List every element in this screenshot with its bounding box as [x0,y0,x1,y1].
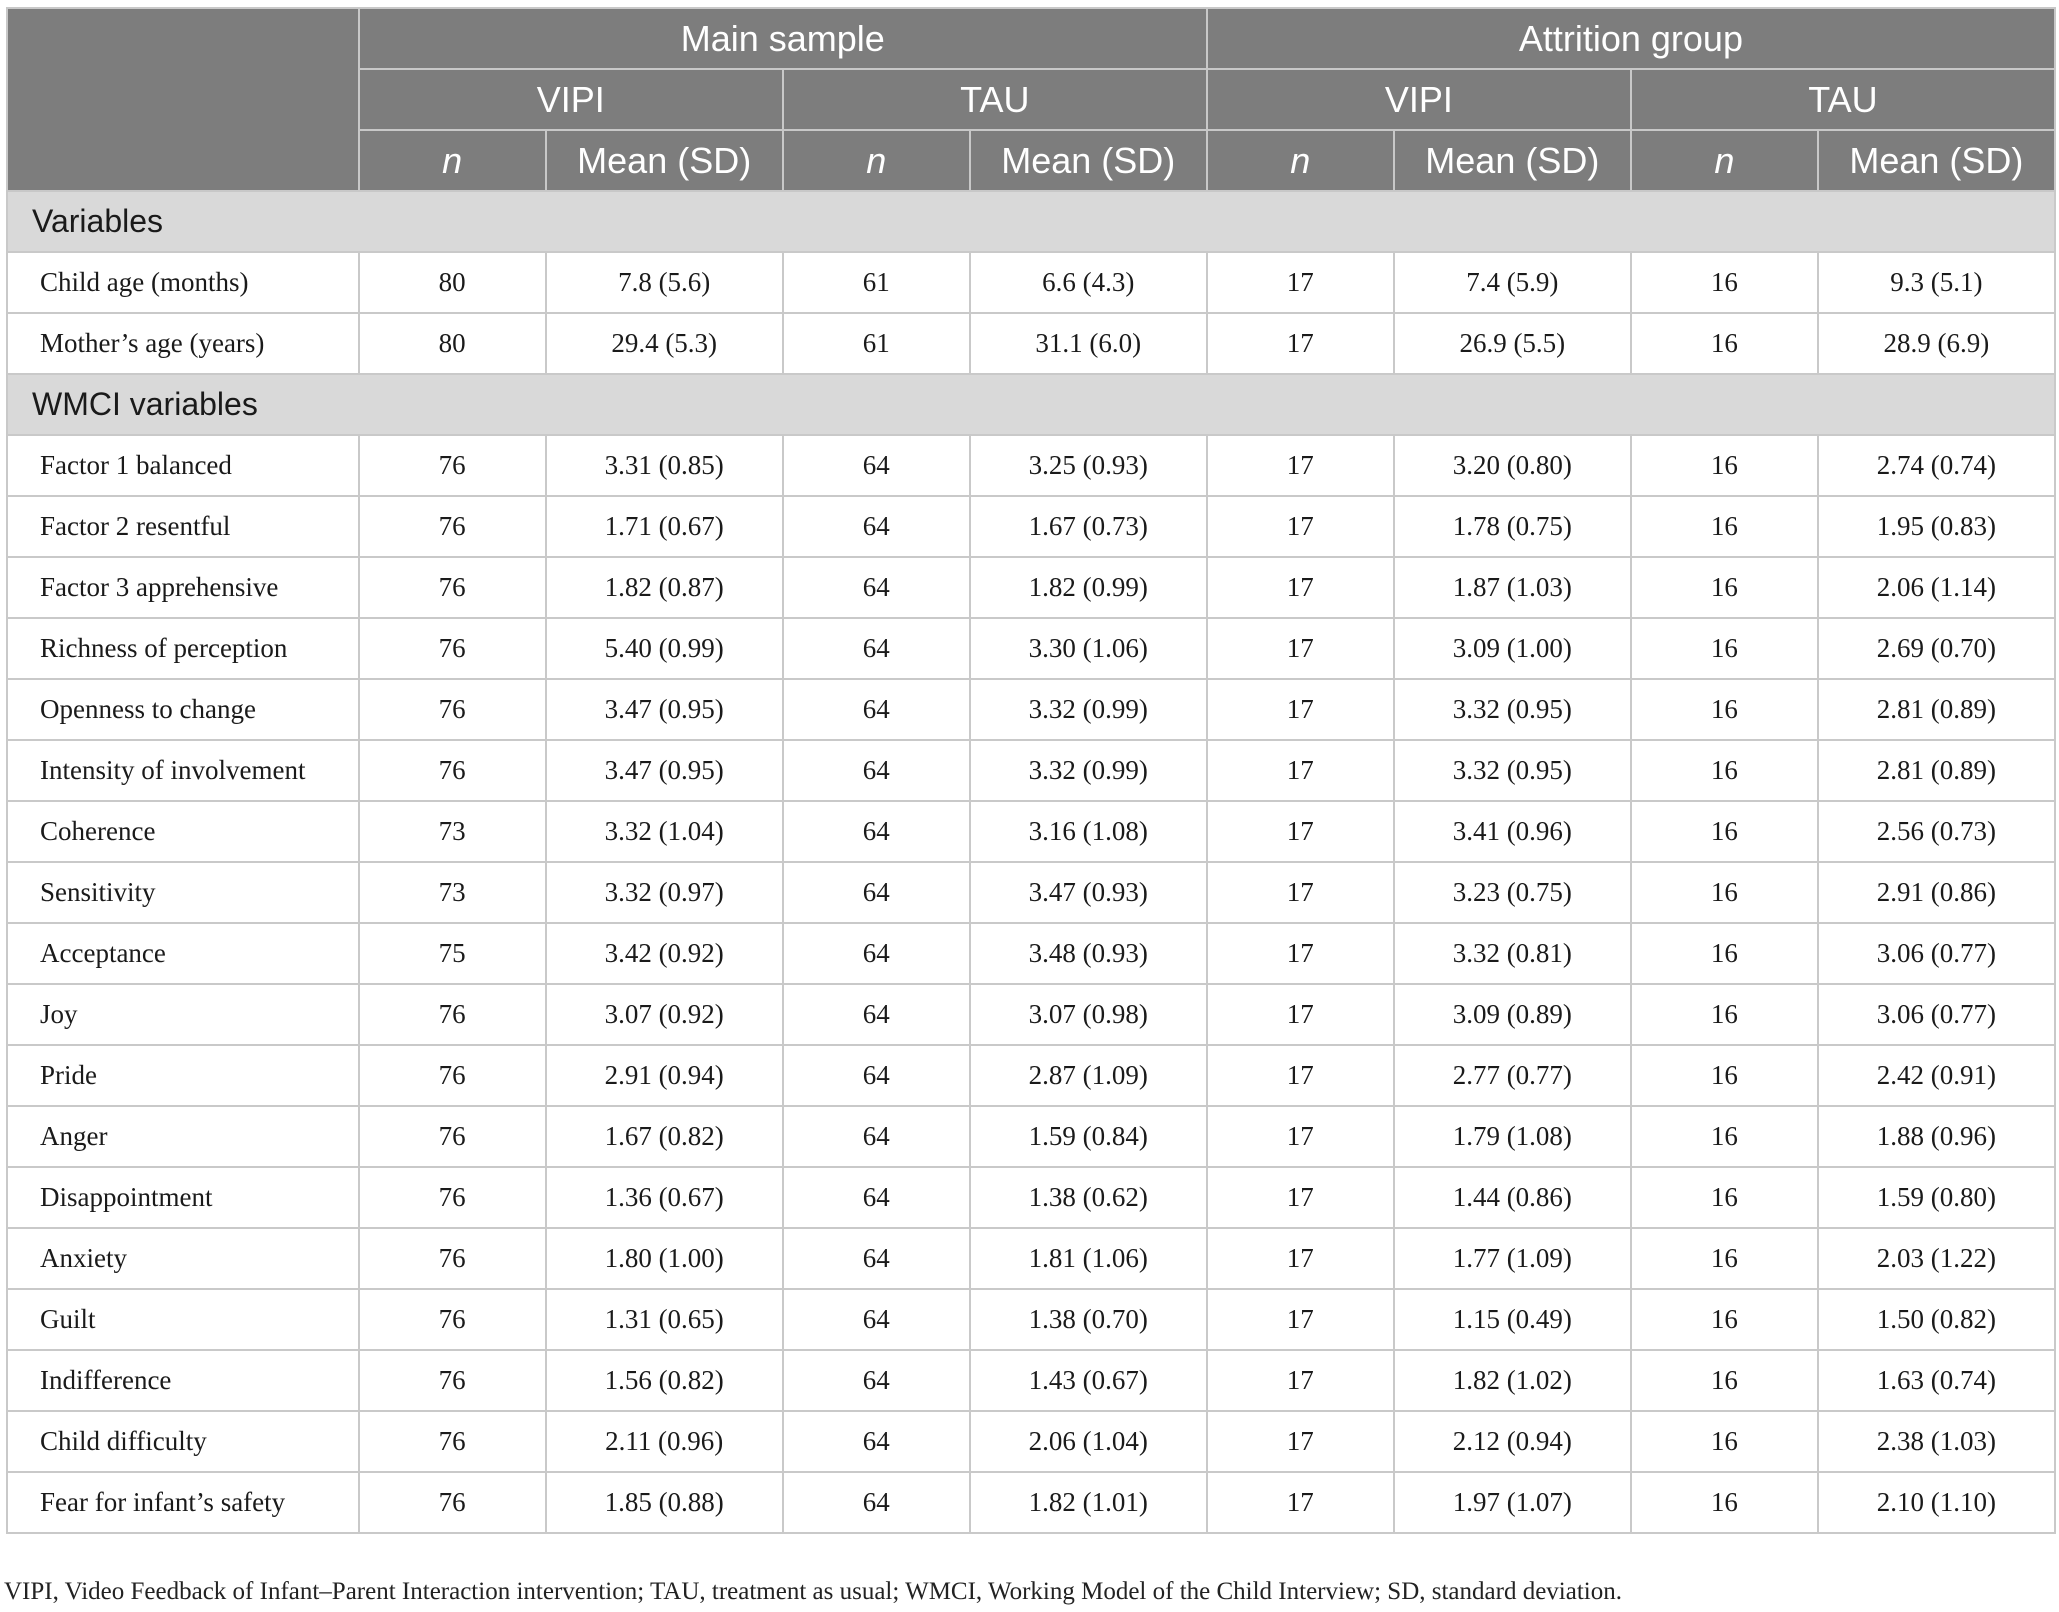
cell-mean-sd: 3.06 (0.77) [1818,984,2055,1045]
cell-mean-sd: 1.38 (0.70) [970,1289,1207,1350]
cell-n: 64 [783,679,970,740]
header-n: n [1631,130,1818,191]
cell-n: 16 [1631,1289,1818,1350]
row-label: Richness of perception [7,618,359,679]
header-main-tau: TAU [783,69,1207,130]
row-label: Guilt [7,1289,359,1350]
cell-n: 17 [1207,1106,1394,1167]
cell-n: 76 [359,1350,546,1411]
cell-n: 64 [783,801,970,862]
cell-n: 16 [1631,496,1818,557]
cell-mean-sd: 3.09 (0.89) [1394,984,1631,1045]
cell-mean-sd: 31.1 (6.0) [970,313,1207,374]
cell-n: 76 [359,435,546,496]
row-label: Child age (months) [7,252,359,313]
cell-n: 76 [359,618,546,679]
cell-n: 64 [783,862,970,923]
row-label: Coherence [7,801,359,862]
row-label: Factor 2 resentful [7,496,359,557]
cell-n: 17 [1207,1411,1394,1472]
header-attrition-group: Attrition group [1207,8,2055,69]
row-label: Fear for infant’s safety [7,1472,359,1533]
cell-n: 17 [1207,496,1394,557]
cell-n: 80 [359,313,546,374]
cell-mean-sd: 2.77 (0.77) [1394,1045,1631,1106]
cell-mean-sd: 1.82 (1.02) [1394,1350,1631,1411]
cell-mean-sd: 1.95 (0.83) [1818,496,2055,557]
table-header [7,8,2055,191]
cell-mean-sd: 1.59 (0.84) [970,1106,1207,1167]
header-corner-cell [7,8,359,191]
table-row [7,1106,2055,1167]
cell-mean-sd: 3.09 (1.00) [1394,618,1631,679]
cell-mean-sd: 1.81 (1.06) [970,1228,1207,1289]
cell-n: 16 [1631,1106,1818,1167]
header-n: n [1207,130,1394,191]
row-label: Mother’s age (years) [7,313,359,374]
cell-mean-sd: 29.4 (5.3) [546,313,783,374]
cell-mean-sd: 9.3 (5.1) [1818,252,2055,313]
table-row [7,252,2055,313]
cell-mean-sd: 2.06 (1.04) [970,1411,1207,1472]
cell-n: 16 [1631,923,1818,984]
table-row [7,1472,2055,1533]
cell-mean-sd: 1.67 (0.73) [970,496,1207,557]
cell-mean-sd: 6.6 (4.3) [970,252,1207,313]
cell-mean-sd: 3.41 (0.96) [1394,801,1631,862]
cell-n: 16 [1631,1228,1818,1289]
header-main-vipi: VIPI [359,69,783,130]
table-row [7,801,2055,862]
cell-mean-sd: 1.44 (0.86) [1394,1167,1631,1228]
row-label: Intensity of involvement [7,740,359,801]
cell-n: 76 [359,1228,546,1289]
cell-mean-sd: 2.03 (1.22) [1818,1228,2055,1289]
cell-mean-sd: 2.87 (1.09) [970,1045,1207,1106]
row-label: Disappointment [7,1167,359,1228]
cell-mean-sd: 1.82 (0.99) [970,557,1207,618]
cell-mean-sd: 1.88 (0.96) [1818,1106,2055,1167]
row-label: Factor 1 balanced [7,435,359,496]
cell-n: 17 [1207,435,1394,496]
cell-n: 80 [359,252,546,313]
cell-mean-sd: 1.36 (0.67) [546,1167,783,1228]
cell-n: 64 [783,1411,970,1472]
cell-mean-sd: 3.32 (0.95) [1394,679,1631,740]
cell-mean-sd: 1.97 (1.07) [1394,1472,1631,1533]
table-row [7,435,2055,496]
cell-n: 76 [359,1106,546,1167]
table-row [7,740,2055,801]
table-row [7,1411,2055,1472]
cell-mean-sd: 3.32 (0.99) [970,679,1207,740]
cell-n: 64 [783,1045,970,1106]
table-row [7,313,2055,374]
row-label: Joy [7,984,359,1045]
cell-mean-sd: 1.82 (1.01) [970,1472,1207,1533]
cell-mean-sd: 3.32 (1.04) [546,801,783,862]
cell-mean-sd: 1.79 (1.08) [1394,1106,1631,1167]
header-mean-sd: Mean (SD) [1818,130,2055,191]
row-label: Openness to change [7,679,359,740]
header-mean-sd: Mean (SD) [970,130,1207,191]
cell-n: 17 [1207,679,1394,740]
cell-mean-sd: 2.81 (0.89) [1818,740,2055,801]
cell-n: 64 [783,496,970,557]
cell-mean-sd: 1.82 (0.87) [546,557,783,618]
cell-n: 17 [1207,923,1394,984]
cell-n: 76 [359,984,546,1045]
cell-n: 17 [1207,1167,1394,1228]
cell-n: 76 [359,1411,546,1472]
cell-mean-sd: 28.9 (6.9) [1818,313,2055,374]
cell-n: 16 [1631,618,1818,679]
cell-n: 76 [359,1472,546,1533]
cell-n: 16 [1631,1167,1818,1228]
table-row [7,1289,2055,1350]
cell-mean-sd: 1.71 (0.67) [546,496,783,557]
cell-n: 73 [359,801,546,862]
cell-mean-sd: 3.06 (0.77) [1818,923,2055,984]
cell-mean-sd: 3.42 (0.92) [546,923,783,984]
table-row [7,618,2055,679]
cell-mean-sd: 3.47 (0.95) [546,679,783,740]
table-row [7,862,2055,923]
cell-n: 64 [783,740,970,801]
section-row [7,374,2055,435]
table-body [7,191,2055,1533]
cell-mean-sd: 1.87 (1.03) [1394,557,1631,618]
cell-mean-sd: 3.30 (1.06) [970,618,1207,679]
cell-n: 16 [1631,1045,1818,1106]
cell-mean-sd: 2.81 (0.89) [1818,679,2055,740]
cell-n: 76 [359,679,546,740]
header-n: n [783,130,970,191]
cell-n: 64 [783,435,970,496]
cell-n: 64 [783,1472,970,1533]
cell-mean-sd: 1.77 (1.09) [1394,1228,1631,1289]
cell-mean-sd: 3.23 (0.75) [1394,862,1631,923]
cell-mean-sd: 2.10 (1.10) [1818,1472,2055,1533]
cell-mean-sd: 3.16 (1.08) [970,801,1207,862]
cell-mean-sd: 1.38 (0.62) [970,1167,1207,1228]
cell-n: 64 [783,1106,970,1167]
header-attrition-tau: TAU [1631,69,2055,130]
cell-mean-sd: 3.25 (0.93) [970,435,1207,496]
cell-n: 64 [783,1228,970,1289]
cell-n: 16 [1631,435,1818,496]
cell-n: 17 [1207,1350,1394,1411]
cell-n: 16 [1631,801,1818,862]
cell-mean-sd: 3.47 (0.95) [546,740,783,801]
cell-n: 16 [1631,252,1818,313]
cell-mean-sd: 1.15 (0.49) [1394,1289,1631,1350]
header-attrition-vipi: VIPI [1207,69,1631,130]
cell-mean-sd: 1.63 (0.74) [1818,1350,2055,1411]
cell-mean-sd: 1.67 (0.82) [546,1106,783,1167]
cell-n: 64 [783,923,970,984]
header-mean-sd: Mean (SD) [546,130,783,191]
table-row [7,679,2055,740]
cell-mean-sd: 2.06 (1.14) [1818,557,2055,618]
cell-mean-sd: 3.32 (0.99) [970,740,1207,801]
cell-n: 17 [1207,1289,1394,1350]
cell-mean-sd: 3.31 (0.85) [546,435,783,496]
cell-n: 61 [783,313,970,374]
cell-mean-sd: 2.38 (1.03) [1818,1411,2055,1472]
row-label: Acceptance [7,923,359,984]
cell-mean-sd: 7.4 (5.9) [1394,252,1631,313]
cell-n: 16 [1631,1350,1818,1411]
row-label: Pride [7,1045,359,1106]
header-row-groups [7,8,2055,69]
table-row [7,1228,2055,1289]
header-mean-sd: Mean (SD) [1394,130,1631,191]
row-label: Anxiety [7,1228,359,1289]
cell-n: 17 [1207,618,1394,679]
section-title: Variables [7,191,2055,252]
cell-n: 16 [1631,557,1818,618]
header-n: n [359,130,546,191]
header-main-sample: Main sample [359,8,1207,69]
section-title: WMCI variables [7,374,2055,435]
cell-mean-sd: 2.69 (0.70) [1818,618,2055,679]
cell-n: 16 [1631,740,1818,801]
cell-n: 61 [783,252,970,313]
table-row [7,1045,2055,1106]
cell-n: 76 [359,1045,546,1106]
cell-n: 76 [359,740,546,801]
row-label: Sensitivity [7,862,359,923]
cell-mean-sd: 1.56 (0.82) [546,1350,783,1411]
cell-mean-sd: 3.07 (0.98) [970,984,1207,1045]
cell-n: 17 [1207,984,1394,1045]
cell-mean-sd: 2.42 (0.91) [1818,1045,2055,1106]
cell-mean-sd: 1.59 (0.80) [1818,1167,2055,1228]
cell-n: 17 [1207,1045,1394,1106]
cell-mean-sd: 1.43 (0.67) [970,1350,1207,1411]
cell-mean-sd: 3.20 (0.80) [1394,435,1631,496]
cell-n: 16 [1631,1472,1818,1533]
cell-mean-sd: 2.91 (0.86) [1818,862,2055,923]
cell-n: 76 [359,496,546,557]
statistics-table [6,7,2056,1534]
cell-n: 17 [1207,862,1394,923]
cell-n: 76 [359,1289,546,1350]
cell-n: 16 [1631,679,1818,740]
cell-n: 16 [1631,984,1818,1045]
cell-n: 64 [783,618,970,679]
cell-mean-sd: 2.56 (0.73) [1818,801,2055,862]
cell-mean-sd: 3.47 (0.93) [970,862,1207,923]
cell-mean-sd: 2.12 (0.94) [1394,1411,1631,1472]
row-label: Indifference [7,1350,359,1411]
cell-n: 64 [783,984,970,1045]
cell-mean-sd: 5.40 (0.99) [546,618,783,679]
cell-n: 76 [359,557,546,618]
cell-mean-sd: 2.91 (0.94) [546,1045,783,1106]
cell-mean-sd: 3.32 (0.81) [1394,923,1631,984]
table-row [7,923,2055,984]
row-label: Anger [7,1106,359,1167]
cell-n: 17 [1207,313,1394,374]
cell-n: 64 [783,1289,970,1350]
cell-mean-sd: 2.74 (0.74) [1818,435,2055,496]
cell-n: 75 [359,923,546,984]
table-row [7,496,2055,557]
cell-mean-sd: 1.85 (0.88) [546,1472,783,1533]
cell-n: 17 [1207,801,1394,862]
table-row [7,557,2055,618]
cell-n: 17 [1207,252,1394,313]
table-footnote: VIPI, Video Feedback of Infant–Parent Interaction intervention; TAU, treatment as usual; WMCI, Working Model of the Child Interview; SD, standard deviation. [4,1578,1622,1605]
row-label: Child difficulty [7,1411,359,1472]
cell-mean-sd: 1.31 (0.65) [546,1289,783,1350]
cell-n: 16 [1631,862,1818,923]
cell-n: 17 [1207,740,1394,801]
cell-mean-sd: 3.32 (0.95) [1394,740,1631,801]
cell-mean-sd: 7.8 (5.6) [546,252,783,313]
cell-mean-sd: 3.48 (0.93) [970,923,1207,984]
row-label: Factor 3 apprehensive [7,557,359,618]
cell-mean-sd: 3.07 (0.92) [546,984,783,1045]
cell-n: 64 [783,1167,970,1228]
cell-n: 17 [1207,1472,1394,1533]
cell-n: 64 [783,1350,970,1411]
cell-n: 76 [359,1167,546,1228]
table-row [7,1350,2055,1411]
cell-mean-sd: 26.9 (5.5) [1394,313,1631,374]
table-row [7,1167,2055,1228]
cell-n: 73 [359,862,546,923]
cell-mean-sd: 1.50 (0.82) [1818,1289,2055,1350]
table-row [7,984,2055,1045]
cell-mean-sd: 2.11 (0.96) [546,1411,783,1472]
cell-n: 16 [1631,313,1818,374]
cell-n: 17 [1207,557,1394,618]
cell-n: 16 [1631,1411,1818,1472]
cell-n: 64 [783,557,970,618]
cell-mean-sd: 1.78 (0.75) [1394,496,1631,557]
cell-n: 17 [1207,1228,1394,1289]
cell-mean-sd: 3.32 (0.97) [546,862,783,923]
section-row [7,191,2055,252]
cell-mean-sd: 1.80 (1.00) [546,1228,783,1289]
